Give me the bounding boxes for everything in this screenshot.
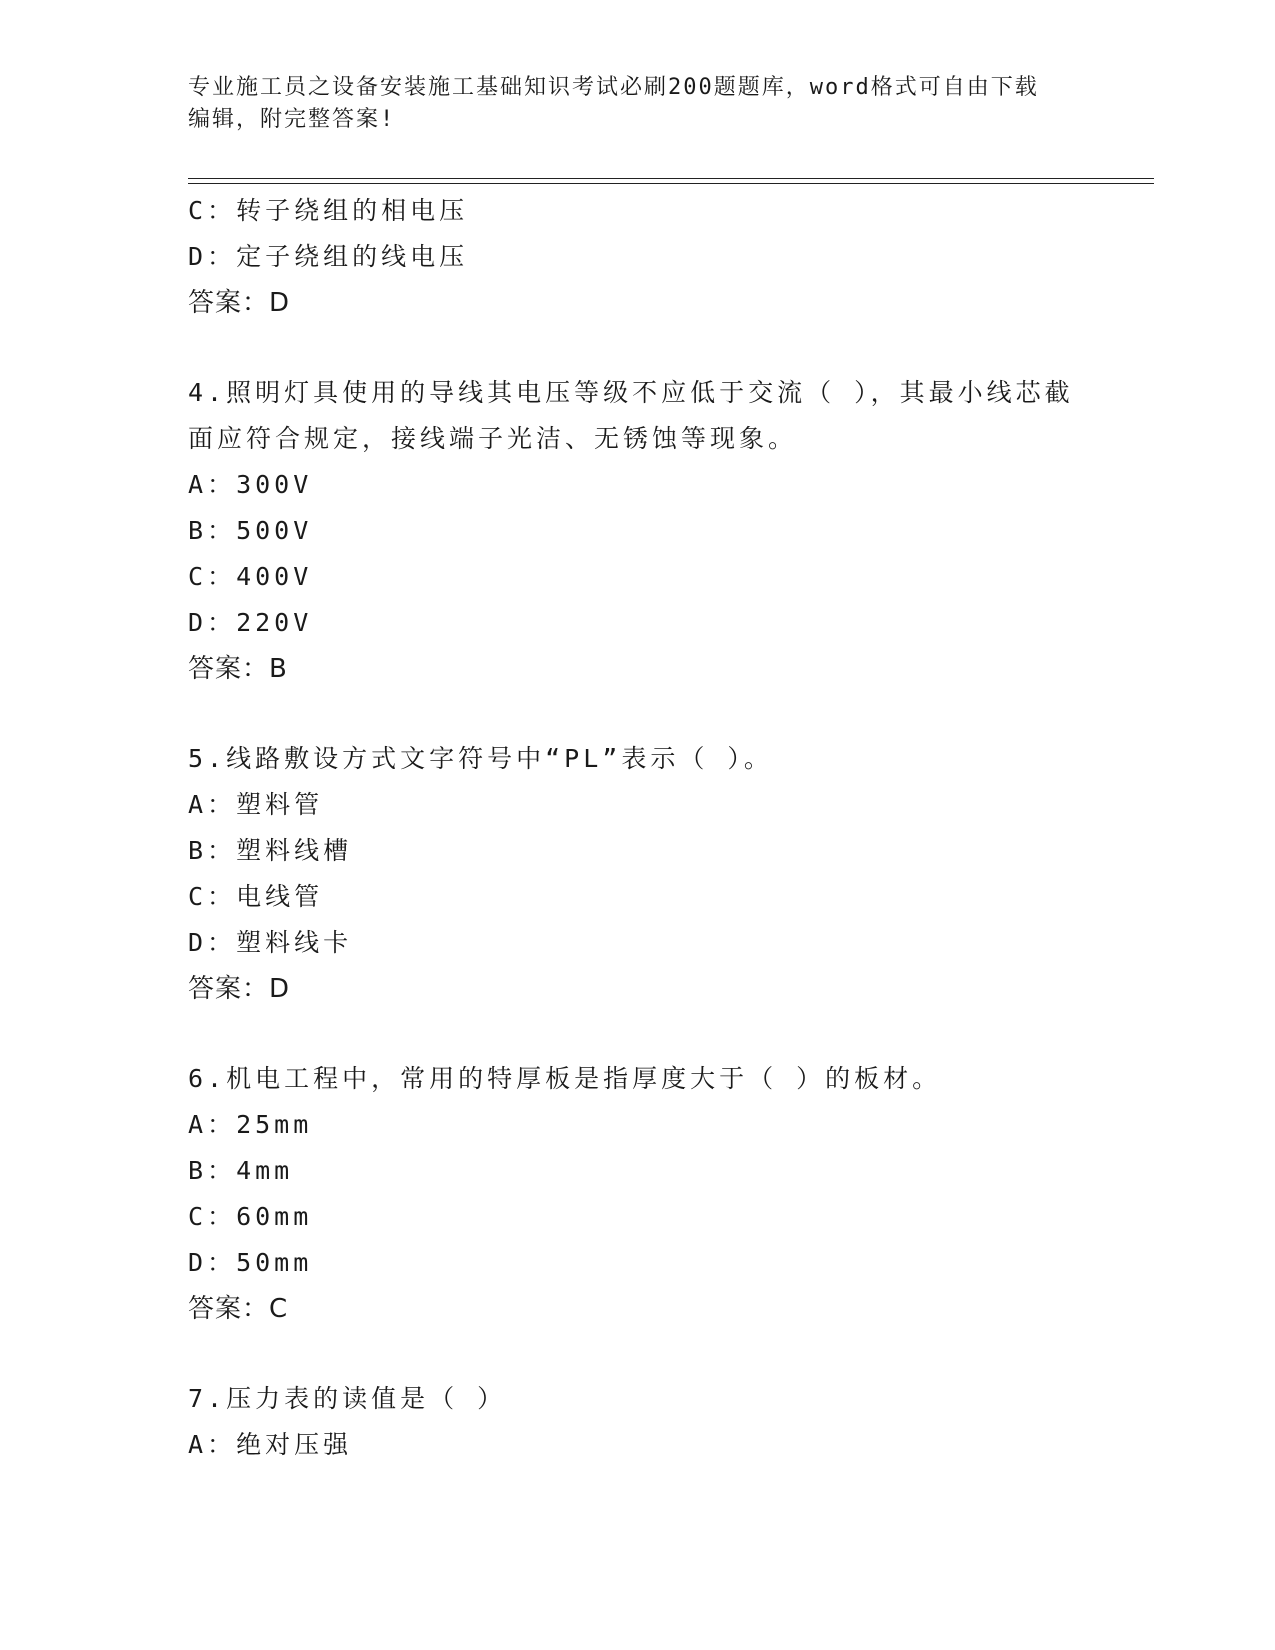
document-header — [188, 72, 1088, 136]
question-4 — [188, 370, 1088, 692]
answer-line: 答案：B — [188, 654, 288, 684]
question-stem: 4.照明灯具使用的导线其电压等级不应低于交流（ ），其最小线芯截 — [188, 378, 1074, 407]
question-5 — [188, 736, 1088, 1012]
question-6 — [188, 1056, 1088, 1332]
option-c: C：400V — [188, 562, 313, 591]
question-carryover — [188, 188, 1088, 326]
option-c: C：60mm — [188, 1202, 313, 1231]
question-stem: 5.线路敷设方式文字符号中“PL”表示（ ）。 — [188, 744, 773, 773]
option-b: B：4mm — [188, 1156, 294, 1185]
option-d: D：定子绕组的线电压 — [188, 242, 469, 271]
option-c: C：转子绕组的相电压 — [188, 196, 469, 225]
answer-line: 答案：D — [188, 974, 291, 1004]
option-d: D：50mm — [188, 1248, 313, 1277]
option-a: A：塑料管 — [188, 790, 324, 819]
header-title-line1: 专业施工员之设备安装施工基础知识考试必刷200题题库，word格式可自由下载 — [188, 75, 1039, 100]
document-body — [188, 188, 1088, 1468]
header-rule-top — [188, 178, 1154, 179]
question-7 — [188, 1376, 1088, 1468]
option-c: C：电线管 — [188, 882, 324, 911]
option-a: A：绝对压强 — [188, 1430, 353, 1459]
option-a: A：25mm — [188, 1110, 313, 1139]
question-stem-continued: 面应符合规定，接线端子光洁、无锈蚀等现象。 — [188, 424, 798, 453]
answer-line: 答案：C — [188, 1294, 289, 1324]
option-b: B：500V — [188, 516, 313, 545]
question-stem: 6.机电工程中，常用的特厚板是指厚度大于（ ）的板材。 — [188, 1064, 942, 1093]
option-a: A：300V — [188, 470, 313, 499]
header-rule-bottom — [188, 183, 1154, 184]
option-b: B：塑料线槽 — [188, 836, 353, 865]
question-stem: 7.压力表的读值是（ ） — [188, 1384, 507, 1413]
option-d: D：220V — [188, 608, 313, 637]
header-title-line2: 编辑，附完整答案! — [188, 107, 396, 132]
option-d: D：塑料线卡 — [188, 928, 353, 957]
answer-line: 答案：D — [188, 288, 291, 318]
